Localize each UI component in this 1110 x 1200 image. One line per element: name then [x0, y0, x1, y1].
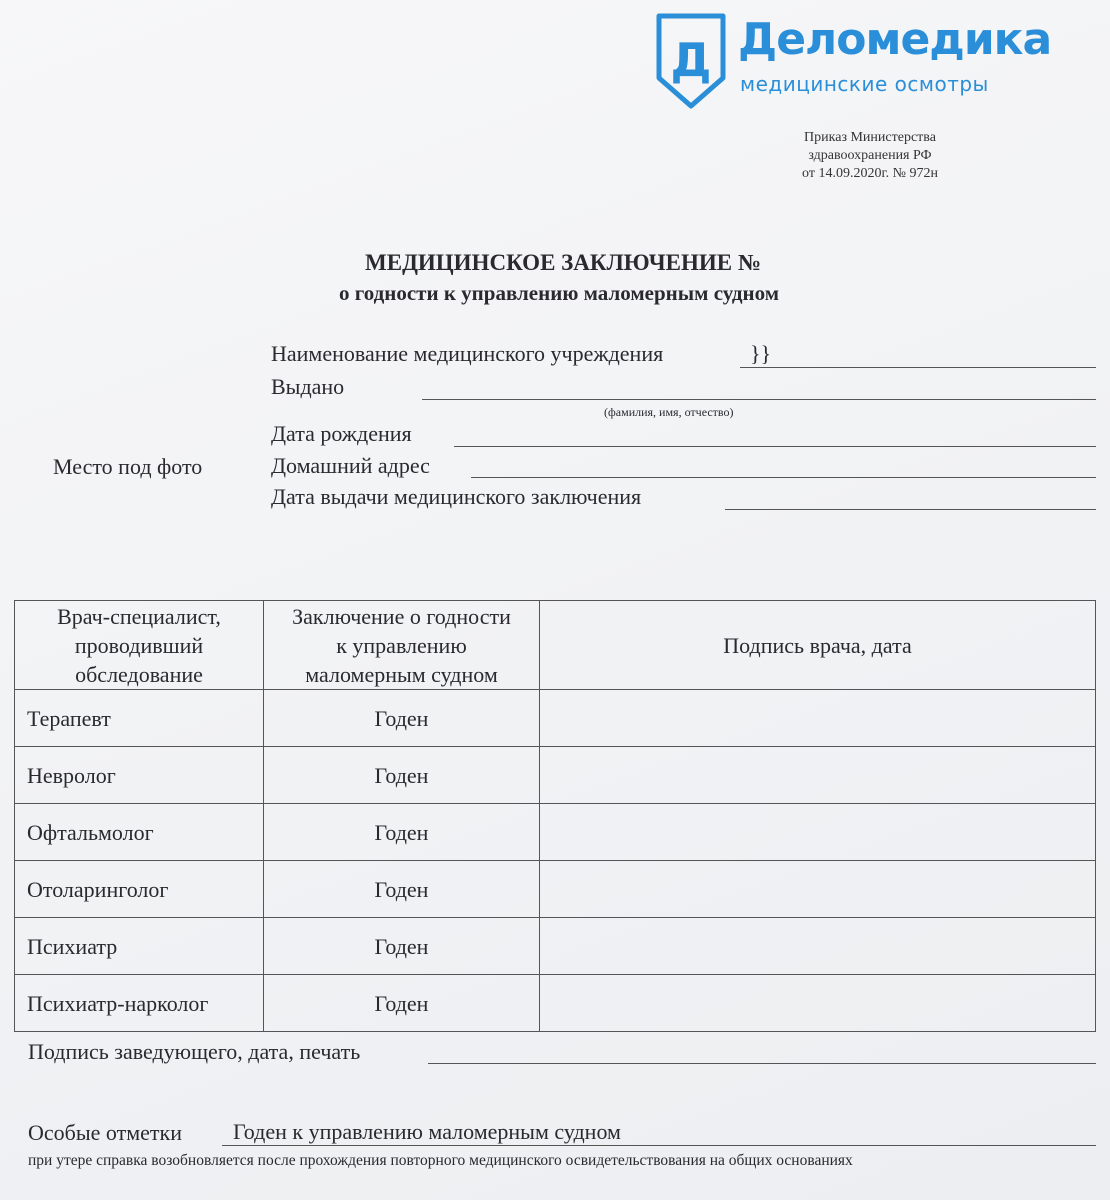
signature-cell[interactable]: [540, 975, 1096, 1032]
footnote: при утере справка возобновляется после прохождения повторного медицинского освидетельствования на общих основаниях: [28, 1152, 853, 1169]
address-field[interactable]: [471, 477, 1096, 478]
table-row: [15, 747, 1096, 804]
order-line-3: от 14.09.2020г. № 972н: [802, 166, 938, 181]
document-subtitle: о годности к управлению маломерным судном: [338, 281, 780, 305]
header-conclusion-line-1: Заключение о годности: [292, 603, 511, 629]
document-title: МЕДИЦИНСКОЕ ЗАКЛЮЧЕНИЕ №: [365, 250, 761, 275]
table-row: [15, 918, 1096, 975]
signature-cell[interactable]: [540, 861, 1096, 918]
header-specialist-line-1: Врач-специалист,: [57, 603, 221, 629]
special-marks-field[interactable]: [222, 1145, 1096, 1146]
issued-label: Выдано: [271, 374, 345, 399]
header-specialist: [15, 601, 264, 690]
table-row: [15, 975, 1096, 1032]
logo-subtitle: медицинские осмотры: [740, 72, 989, 96]
special-marks-value: Годен к управлению маломерным судном: [233, 1119, 621, 1144]
logo-letter: Д: [670, 33, 712, 87]
specialist-cell: Отоларинголог: [15, 861, 264, 918]
issued-field[interactable]: [422, 399, 1096, 400]
specialist-cell: Невролог: [15, 747, 264, 804]
signature-cell[interactable]: [540, 804, 1096, 861]
specialist-cell: Психиатр-нарколог: [15, 975, 264, 1032]
specialist-cell: Терапевт: [15, 690, 264, 747]
examination-table: [14, 600, 1096, 1032]
head-signature-label: Подпись заведующего, дата, печать: [28, 1039, 361, 1064]
birth-date-field[interactable]: [454, 446, 1096, 447]
result-cell: Годен: [264, 975, 540, 1032]
birth-date-label: Дата рождения: [271, 421, 412, 446]
order-line-2: здравоохранения РФ: [808, 148, 932, 163]
result-cell: Годен: [264, 918, 540, 975]
specialist-cell: Офтальмолог: [15, 804, 264, 861]
signature-cell[interactable]: [540, 690, 1096, 747]
special-marks-label: Особые отметки: [28, 1120, 182, 1145]
table-header-row: [15, 601, 1096, 690]
specialist-cell: Психиатр: [15, 918, 264, 975]
header-signature: Подпись врача, дата: [540, 601, 1096, 690]
header-conclusion-line-2: к управлению: [336, 632, 467, 658]
header-conclusion-line-3: маломерным судном: [305, 661, 498, 687]
address-label: Домашний адрес: [271, 453, 430, 478]
issued-hint: (фамилия, имя, отчество): [604, 405, 734, 419]
header-conclusion: [264, 601, 540, 690]
result-cell: Годен: [264, 804, 540, 861]
result-cell: Годен: [264, 747, 540, 804]
order-line-1: Приказ Министерства: [804, 130, 936, 145]
photo-placeholder: Место под фото: [53, 454, 203, 479]
logo-name: Деломедика: [738, 14, 1052, 65]
signature-cell[interactable]: [540, 918, 1096, 975]
order-reference: [790, 129, 950, 183]
header-specialist-line-2: проводивший: [74, 632, 204, 658]
logo-shield-icon: [655, 12, 727, 110]
institution-field[interactable]: [740, 367, 1096, 368]
issue-date-field[interactable]: [725, 509, 1096, 510]
signature-cell[interactable]: [540, 747, 1096, 804]
result-cell: Годен: [264, 690, 540, 747]
institution-value: }}: [750, 341, 772, 366]
table-row: [15, 804, 1096, 861]
institution-label: Наименование медицинского учреждения: [271, 341, 664, 366]
table-row: [15, 690, 1096, 747]
issue-date-label: Дата выдачи медицинского заключения: [271, 484, 642, 509]
head-signature-field[interactable]: [428, 1063, 1096, 1064]
result-cell: Годен: [264, 861, 540, 918]
table-row: [15, 861, 1096, 918]
header-specialist-line-3: обследование: [75, 661, 203, 687]
